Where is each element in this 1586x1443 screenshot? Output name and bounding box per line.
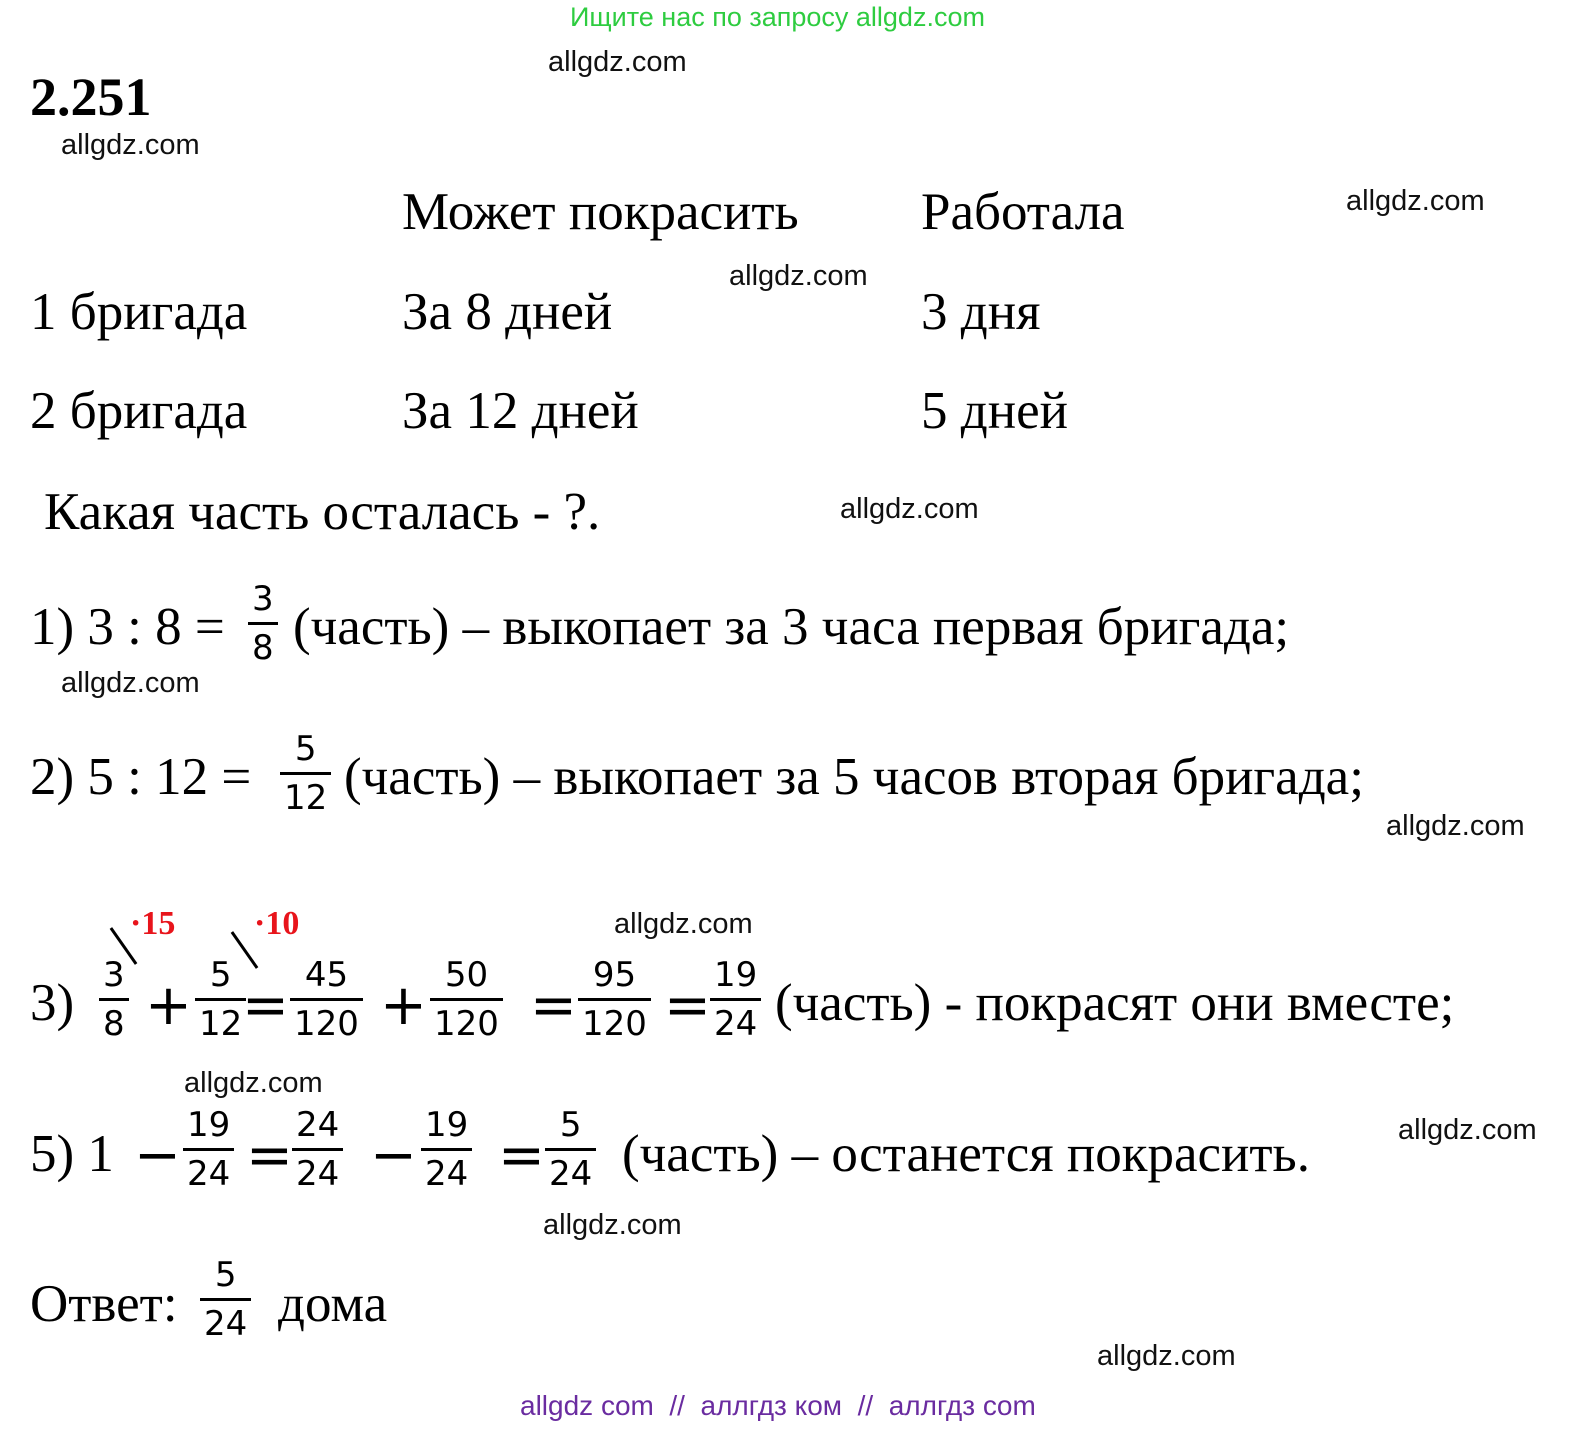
row-label: 2 бригада: [30, 382, 248, 440]
fraction-numerator: 19: [425, 1105, 469, 1145]
watermark: allgdz.com: [729, 260, 868, 292]
step1-fraction: [248, 579, 278, 668]
row-can-paint: За 8 дней: [402, 283, 613, 341]
fraction-denominator: 24: [183, 1148, 234, 1191]
equals-sign: =: [664, 973, 711, 1038]
step1-prefix: 1) 3 : 8 =: [30, 598, 225, 656]
step3-fraction-3: [290, 955, 363, 1044]
answer-text: дома: [278, 1275, 388, 1333]
fraction-denominator: 24: [421, 1148, 472, 1191]
row-label: 1 бригада: [30, 283, 248, 341]
fraction-numerator: 3: [252, 579, 274, 619]
fraction-numerator: 5: [559, 1105, 582, 1145]
fraction-denominator: 120: [578, 998, 651, 1041]
step3-fraction-2: [195, 955, 246, 1044]
step1-text: (часть) – выкопает за 3 часа первая бригада;: [293, 598, 1290, 656]
fraction-numerator: 45: [304, 955, 349, 995]
row-worked: 5 дней: [921, 382, 1068, 440]
fraction-numerator: 5: [294, 729, 317, 769]
answer-label: Ответ:: [30, 1275, 178, 1333]
step3-fraction-1: [99, 955, 129, 1044]
problem-number: 2.251: [30, 67, 152, 127]
plus-sign: +: [145, 973, 192, 1038]
step3-text: (часть) - покрасят они вместе;: [775, 974, 1455, 1032]
fraction-numerator: 24: [296, 1105, 340, 1145]
step3-prefix: 3): [30, 974, 75, 1032]
step3-fraction-6: [710, 955, 761, 1044]
column-header-worked: Работала: [921, 183, 1125, 241]
footer-links[interactable]: allgdz com // аллгдз ком // аллгдз com: [520, 1390, 1036, 1421]
step3-multiplier-1: ·15: [130, 905, 176, 942]
fraction-denominator: 8: [99, 998, 129, 1041]
equals-sign: =: [246, 1123, 293, 1188]
step2-text: (часть) – выкопает за 5 часов вторая бригада;: [344, 748, 1364, 806]
watermark: allgdz.com: [1346, 185, 1485, 217]
step2-prefix: 2) 5 : 12 =: [30, 748, 252, 806]
watermark: allgdz.com: [61, 667, 200, 699]
watermark: allgdz.com: [1097, 1340, 1236, 1372]
fraction-numerator: 5: [209, 955, 232, 995]
fraction-denominator: 120: [430, 998, 503, 1041]
row-worked: 3 дня: [921, 283, 1041, 341]
step5-fraction-3: [421, 1105, 472, 1194]
minus-sign: −: [134, 1123, 181, 1188]
fraction-denominator: 24: [200, 1298, 251, 1341]
question: Какая часть осталась - ?.: [44, 483, 601, 541]
fraction-numerator: 3: [103, 955, 125, 995]
step5-fraction-1: [183, 1105, 234, 1194]
minus-sign: −: [370, 1123, 417, 1188]
fraction-denominator: 24: [545, 1148, 596, 1191]
fraction-denominator: 12: [195, 998, 246, 1041]
step5-fraction-4: [545, 1105, 596, 1194]
step5-fraction-2: [292, 1105, 343, 1194]
step3-fraction-4: [430, 955, 503, 1044]
watermark: allgdz.com: [184, 1067, 323, 1099]
watermark: allgdz.com: [614, 908, 753, 940]
step2-fraction: [280, 729, 331, 818]
watermark: allgdz.com: [840, 493, 979, 525]
equals-sign: =: [530, 973, 577, 1038]
equals-sign: =: [242, 973, 289, 1038]
step5-prefix: 5) 1: [30, 1125, 114, 1183]
fraction-denominator: 8: [248, 622, 278, 665]
fraction-numerator: 95: [592, 955, 637, 995]
fraction-numerator: 19: [714, 955, 758, 995]
header-promo[interactable]: Ищите нас по запросу allgdz.com: [570, 2, 985, 32]
watermark: allgdz.com: [548, 46, 687, 78]
step3-fraction-5: [578, 955, 651, 1044]
watermark: allgdz.com: [543, 1209, 682, 1241]
fraction-numerator: 50: [444, 955, 489, 995]
fraction-denominator: 12: [280, 772, 331, 815]
plus-sign: +: [380, 973, 427, 1038]
equals-sign: =: [498, 1123, 545, 1188]
column-header-can-paint: Может покрасить: [402, 183, 799, 241]
fraction-denominator: 120: [290, 998, 363, 1041]
watermark: allgdz.com: [1398, 1114, 1537, 1146]
row-can-paint: За 12 дней: [402, 382, 639, 440]
watermark: allgdz.com: [61, 129, 200, 161]
fraction-denominator: 24: [710, 998, 761, 1041]
fraction-numerator: 19: [187, 1105, 231, 1145]
step5-text: (часть) – останется покрасить.: [622, 1125, 1310, 1183]
fraction-numerator: 5: [214, 1255, 237, 1295]
fraction-denominator: 24: [292, 1148, 343, 1191]
answer-fraction: [200, 1255, 251, 1344]
step3-multiplier-2: ·10: [254, 905, 300, 942]
watermark: allgdz.com: [1386, 810, 1525, 842]
